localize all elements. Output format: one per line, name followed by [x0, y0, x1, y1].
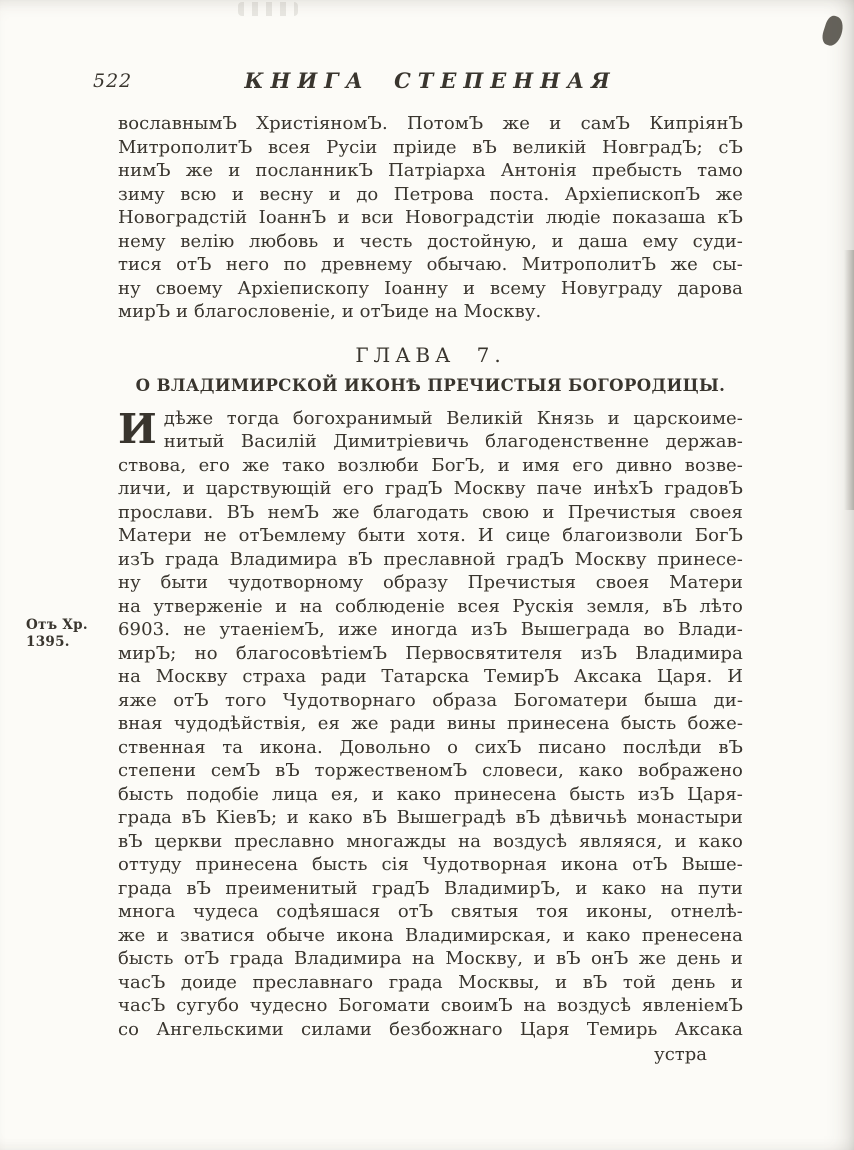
paragraph-chapter-7	[118, 404, 743, 1042]
text-line: же и зватися обыче икона Владимирская, и како пренесена	[118, 924, 743, 946]
scan-artifact-corner-blot	[820, 14, 846, 48]
text-line: мирЪ и благословеніе, и отЪиде на Москву.	[118, 301, 542, 322]
margin-note-line2: 1395.	[26, 633, 70, 650]
page-header	[93, 68, 743, 96]
text-line: мирЪ; но благосовѣтіемЪ Первосвятителя изЪ Владимира	[118, 642, 743, 664]
text-line: нему велію любовь и честь достойную, и даша ему суди-	[118, 230, 743, 252]
scan-artifact-edge-shadow	[844, 250, 854, 510]
text-line: града вЪ КіевЪ; и како вЪ Вышеградѣ вЪ дѣвичьѣ монастыри	[118, 807, 743, 828]
page-number: 522	[93, 70, 133, 92]
chapter-heading: ГЛАВА 7.	[355, 342, 506, 367]
text-line: часЪ доиде преславнаго града Москвы, и вЪ той день и	[118, 971, 743, 993]
catchword: устра	[654, 1044, 707, 1065]
text-line: града вЪ преименитый градЪ ВладимирЪ, и како на пути	[118, 877, 743, 899]
text-line: степени семЪ вЪ торжественомЪ словеси, како вображено	[118, 760, 743, 781]
text-line: личи, и царствующій его градЪ Москву паче инѣхЪ градовЪ	[118, 478, 743, 499]
paragraph-continuation	[118, 112, 743, 324]
text-line: многа чудеса содѣяшася отЪ святыя тоя иконы, отнелѣ-	[118, 901, 743, 922]
paragraph-chapter-7-lines	[118, 404, 743, 1042]
text-line: ну своему Архіепископу Іоанну и всему Новуграду дарова	[118, 277, 743, 299]
text-line: на Москву страха ради Татарска ТемирЪ Аксака Царя. И	[118, 666, 743, 687]
text-line: вославнымЪ ХристіяномЪ. ПотомЪ же и самЪ КипріянЪ	[118, 113, 743, 134]
text-line: МитрополитЪ всея Русіи пріиде вЪ великій НовградЪ; сЪ	[118, 136, 743, 158]
drop-cap: И	[118, 404, 157, 453]
margin-note-line1: Отъ Хр.	[26, 617, 88, 633]
text-line: на утверженіе и на соблюденіе всея Рускія земля, вЪ лѣто	[118, 595, 743, 617]
text-line: яже отЪ того Чудотворнаго образа Богоматери быша ди-	[118, 689, 743, 711]
text-line: бысть отЪ града Владимира на Москву, и вЪ онЪ же день и	[118, 948, 743, 969]
text-line: 6903. не утаеніемЪ, иже иногда изЪ Вышеграда во Влади-	[118, 619, 743, 640]
text-line: со Ангельскими силами безбожнаго Царя Темирь Аксака	[118, 1018, 743, 1040]
text-line: нимЪ же и посланникЪ Патріарха Антонія пребысть тамо	[118, 160, 743, 181]
text-line: тися отЪ него по древнему обычаю. МитрополитЪ же сы-	[118, 254, 743, 275]
text-line: оттуду принесена бысть сія Чудотворная икона отЪ Выше-	[118, 854, 743, 875]
text-block	[93, 68, 743, 1067]
text-line: вная чудодѣйствія, ея же ради вины принесена бысть боже-	[118, 713, 743, 734]
text-line: Новоградстій ІоаннЪ и вси Новоградстіи людіе показаша кЪ	[118, 207, 743, 228]
text-line: Матери не отЪемлему быти хотя. И сице благоизволи БогЪ	[118, 525, 743, 546]
text-line: часЪ сугубо чудесно Богомати своимЪ на воздусѣ явленіемЪ	[118, 995, 743, 1016]
text-line: ствова, его же тако возлюби БогЪ, и имя его дивно возве-	[118, 454, 743, 476]
text-line: зиму всю и весну и до Петрова поста. АрхіепископЪ же	[118, 183, 743, 205]
text-line: прослави. ВЪ немЪ же благодать свою и Пречистыя своея	[118, 501, 743, 523]
text-line: дѣже тогда богохранимый Великій Князь и царскоиме-	[163, 407, 743, 429]
text-line: ственная та икона. Довольно о сихЪ писано послѣди вЪ	[118, 736, 743, 758]
text-line: изЪ града Владимира вЪ преславной градЪ Москву принесе-	[118, 548, 743, 570]
text-line: нитый Василій Димитріевичь благоденственне держав-	[163, 431, 743, 452]
running-title: КНИГА СТЕПЕННАЯ	[244, 68, 617, 93]
text-line: бысть подобіе лица ея, и како принесена бысть изЪ Царя-	[118, 783, 743, 805]
text-line: вЪ церкви преславно многажды на воздусѣ являяся, и како	[118, 830, 743, 852]
margin-note	[26, 617, 106, 650]
scan-artifact-top-bleed	[238, 2, 298, 16]
chapter-title: О ВЛАДИМИРСКОЙ ИКОНѢ ПРЕЧИСТЫЯ БОГОРОДИЦЫ.	[135, 375, 726, 395]
text-line: ну быти чудотворному образу Пречистыя своея Матери	[118, 572, 743, 593]
